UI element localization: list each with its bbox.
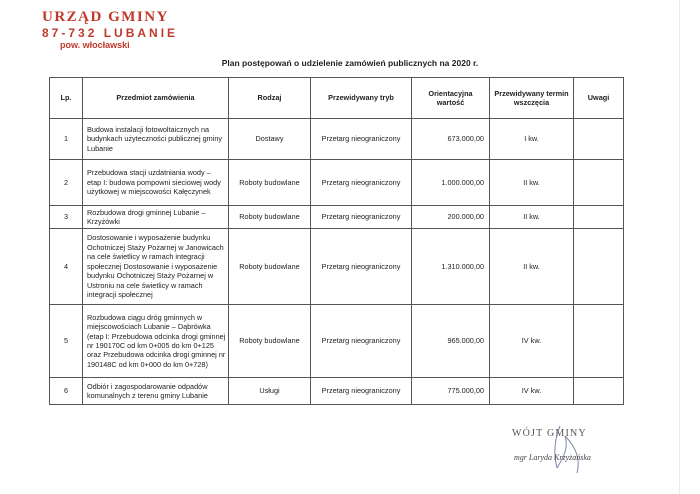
cell-subject: Przebudowa stacji uzdatniania wody – etap I: budowa pompowni sieciowej wody użytkowej w miejscowości Kałęczynek xyxy=(83,160,229,206)
cell-mode: Przetarg nieograniczony xyxy=(311,378,412,405)
header-subject: Przedmiot zamówienia xyxy=(83,78,229,119)
table-row xyxy=(50,119,624,160)
cell-value: 673.000,00 xyxy=(412,119,490,160)
cell-lp: 4 xyxy=(50,229,83,305)
table-row xyxy=(50,160,624,206)
cell-type: Roboty budowlane xyxy=(229,305,311,378)
cell-notes xyxy=(574,305,624,378)
cell-lp: 5 xyxy=(50,305,83,378)
cell-type: Roboty budowlane xyxy=(229,160,311,206)
signature-name: mgr Laryda Krzyżańska xyxy=(514,453,591,462)
cell-notes xyxy=(574,378,624,405)
cell-start: II kw. xyxy=(490,160,574,206)
cell-value: 965.000,00 xyxy=(412,305,490,378)
header-lp: Lp. xyxy=(50,78,83,119)
procurement-plan-table xyxy=(49,77,624,405)
table-row xyxy=(50,378,624,405)
cell-mode: Przetarg nieograniczony xyxy=(311,305,412,378)
stamp-postal-code: 87-732 LUBANIE xyxy=(42,26,179,40)
table-header-row xyxy=(50,78,624,119)
cell-start: I kw. xyxy=(490,119,574,160)
cell-value: 775.000,00 xyxy=(412,378,490,405)
document-title: Plan postępowań o udzielenie zamówień publicznych na 2020 r. xyxy=(221,58,479,68)
cell-mode: Przetarg nieograniczony xyxy=(311,160,412,206)
cell-lp: 6 xyxy=(50,378,83,405)
cell-lp: 2 xyxy=(50,160,83,206)
stamp-county: pow. włocławski xyxy=(60,40,130,50)
header-type: Rodzaj xyxy=(229,78,311,119)
cell-type: Roboty budowlane xyxy=(229,229,311,305)
cell-start: II kw. xyxy=(490,229,574,305)
cell-start: IV kw. xyxy=(490,378,574,405)
page-edge xyxy=(679,0,680,494)
header-value: Orientacyjna wartość xyxy=(412,78,490,119)
cell-notes xyxy=(574,119,624,160)
cell-notes xyxy=(574,229,624,305)
cell-start: II kw. xyxy=(490,206,574,229)
cell-value: 1.310.000,00 xyxy=(412,229,490,305)
cell-subject: Rozbudowa drogi gminnej Lubanie – Krzyżówki xyxy=(83,206,229,229)
cell-start: IV kw. xyxy=(490,305,574,378)
cell-notes xyxy=(574,160,624,206)
table-row xyxy=(50,305,624,378)
cell-subject: Rozbudowa ciągu dróg gminnych w miejscowościach Lubanie – Dąbrówka (etap I: Przebudowa odcinka drogi gminnej nr 190170C od km 0+005 do km 0+125 oraz Przebudowa odcinka drogi gminnej nr 190148C od km 0+000 do km 0+728) xyxy=(83,305,229,378)
table-row xyxy=(50,206,624,229)
cell-type: Roboty budowlane xyxy=(229,206,311,229)
cell-lp: 1 xyxy=(50,119,83,160)
signature-title: WÓJT GMINY xyxy=(512,428,587,439)
cell-subject: Odbiór i zagospodarowanie odpadów komunalnych z terenu gminy Lubanie xyxy=(83,378,229,405)
cell-type: Dostawy xyxy=(229,119,311,160)
cell-value: 1.000.000,00 xyxy=(412,160,490,206)
cell-mode: Przetarg nieograniczony xyxy=(311,229,412,305)
cell-lp: 3 xyxy=(50,206,83,229)
cell-mode: Przetarg nieograniczony xyxy=(311,119,412,160)
cell-notes xyxy=(574,206,624,229)
cell-type: Usługi xyxy=(229,378,311,405)
cell-mode: Przetarg nieograniczony xyxy=(311,206,412,229)
office-stamp xyxy=(42,10,178,50)
table-row xyxy=(50,229,624,305)
header-start: Przewidywany termin wszczęcia xyxy=(490,78,574,119)
header-notes: Uwagi xyxy=(574,78,624,119)
cell-subject: Dostosowanie i wyposażenie budynku Ochotniczej Staży Pożarnej w Janowicach na cele świetlicy w ramach integracji społecznej Dostosowanie i wyposażenie budynku Ochotniczej Staży Pożarnej w Ustroniu na cele świetlicy w ramach integracji społecznej xyxy=(83,229,229,305)
signature-block xyxy=(512,428,591,462)
header-mode: Przewidywany tryb xyxy=(311,78,412,119)
stamp-office-name: URZĄD GMINY xyxy=(42,9,169,25)
cell-value: 200.000,00 xyxy=(412,206,490,229)
cell-subject: Budowa instalacji fotowoltaicznych na budynkach użyteczności publicznej gminy Lubanie xyxy=(83,119,229,160)
